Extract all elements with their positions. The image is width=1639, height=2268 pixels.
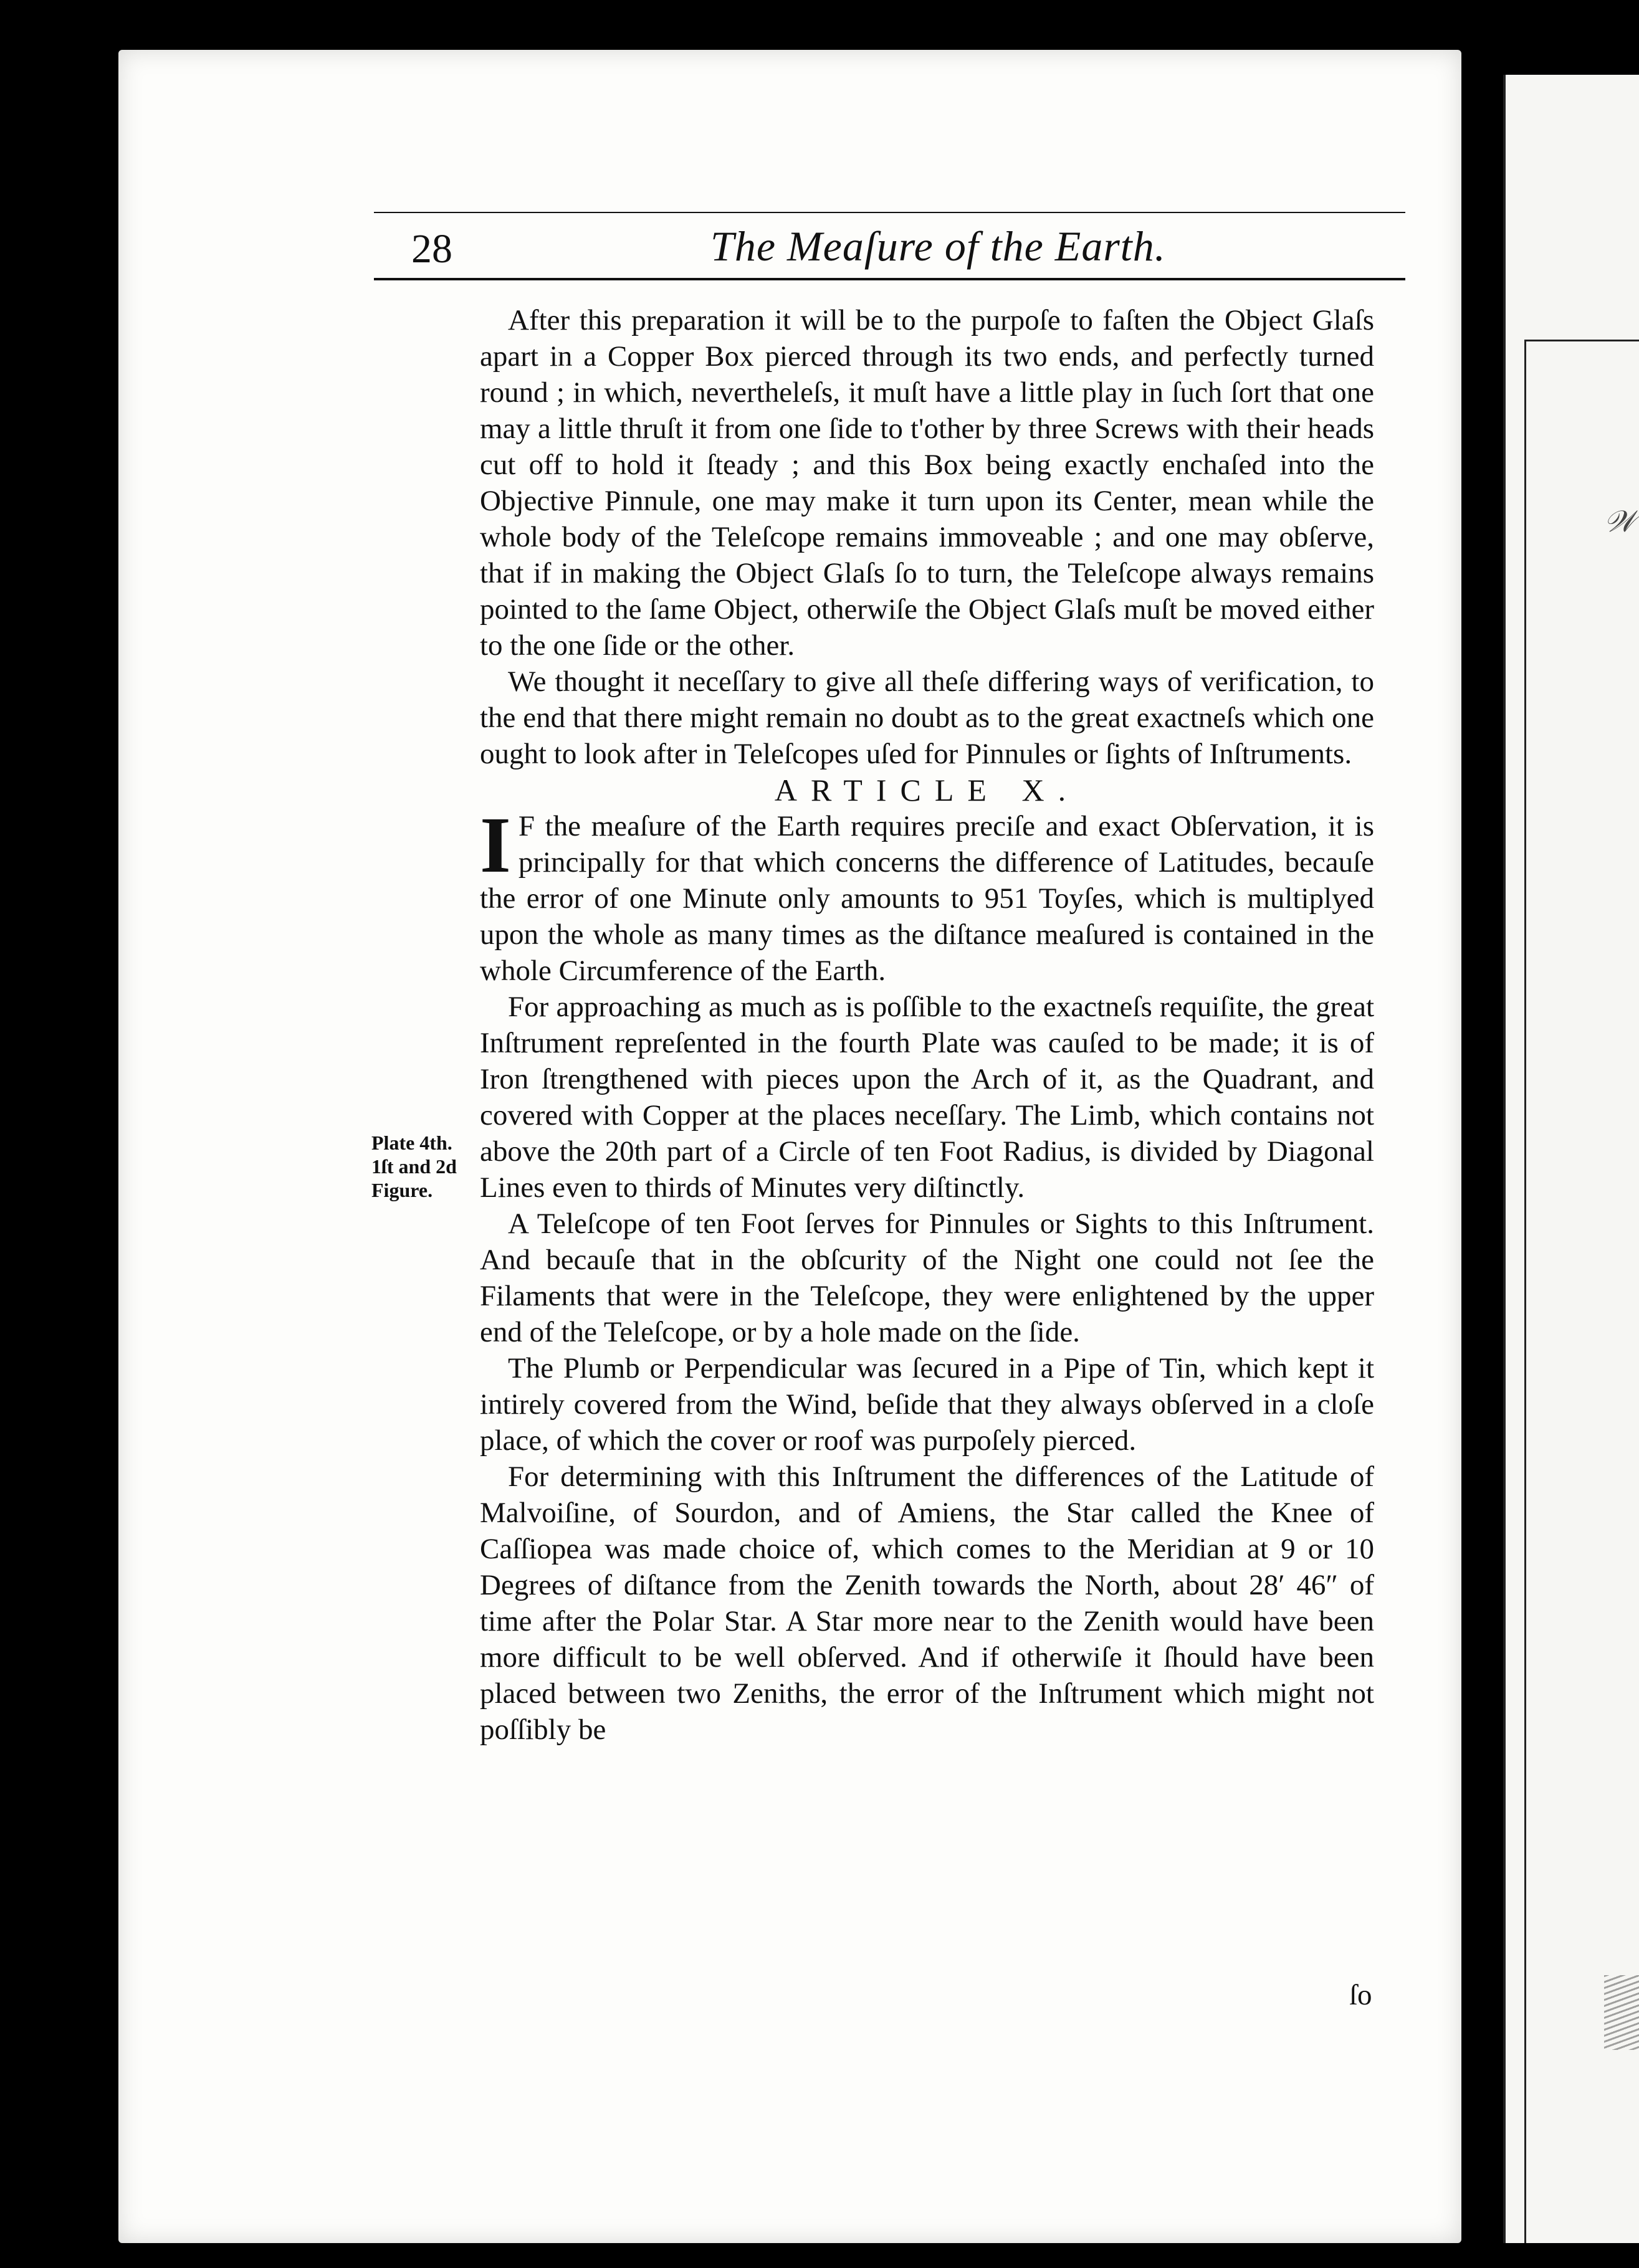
drop-cap: I bbox=[480, 801, 511, 889]
article-heading: ARTICLE X. bbox=[774, 773, 1080, 808]
text-body bbox=[480, 302, 1374, 1748]
head-rule-top bbox=[374, 212, 1405, 213]
margin-note-line: Plate 4th. bbox=[371, 1132, 452, 1154]
paragraph: For determining with this Inſtrument the differences of the Latitude of Malvoiſine, of Sourdon, and of Amiens, the Star called the Knee of Caſſiopea was made choice of, which comes to the Meridian at 9 or 10 Degrees of diſtance from the Zenith towards the North, about 28′ 46″ of time after the Polar Star. A Star more near to the Zenith would have been more difficult to be well obſerved. And if otherwiſe it ſhould have been placed between two Zeniths, the error of the Inſtrument which might not poſſibly be bbox=[480, 1460, 1374, 1746]
margin-note-line: Figure. bbox=[371, 1179, 433, 1201]
running-title: The Meaſure of the Earth. bbox=[710, 222, 1166, 270]
paragraph: We thought it neceſſary to give all theſe differing ways of verification, to the end that there might remain no doubt as to the great exactneſs which one ought to look after in Teleſcopes uſed for Pinnules or ſights of Inſtruments. bbox=[480, 665, 1374, 770]
facing-page-letter-fragment: 𝒲 bbox=[1603, 505, 1635, 538]
margin-note-line: 1ſt and 2d bbox=[371, 1155, 457, 1178]
catchword: ſo bbox=[1349, 1979, 1372, 2011]
margin-note bbox=[371, 1131, 477, 1202]
head-rule bbox=[374, 278, 1405, 280]
article-first-paragraph bbox=[480, 801, 1374, 989]
facing-page-edge bbox=[1503, 75, 1639, 2243]
facing-page-border bbox=[1524, 340, 1526, 2243]
paragraph: A Teleſcope of ten Foot ſerves for Pinnules or Sights to this Inſtrument. And becauſe that in the obſcurity of the Night one could not ſee the Filaments that were in the Teleſcope, they were enlightened by the upper end of the Teleſcope, or by a hole made on the ſide. bbox=[480, 1208, 1374, 1348]
paragraph: The Plumb or Perpendicular was ſecured in a Pipe of Tin, which kept it intirely covered from the Wind, beſide that they always obſerved in a cloſe place, of which the cover or roof was purpoſely pierced. bbox=[480, 1352, 1374, 1457]
facing-page-illustration-fragment bbox=[1604, 1975, 1639, 2050]
running-head bbox=[374, 212, 1405, 280]
page-number: 28 bbox=[411, 226, 452, 272]
paragraph: For approaching as much as is poſſible to the exactneſs requiſite, the great Inſtrument repreſented in the fourth Plate was cauſed to be made; it is of Iron ſtrengthened with pieces upon the Arch of it, as the Quadrant, and covered with Copper at the places neceſſary. The Limb, which contains not above the 20th part of a Circle of ten Foot Radius, is divided by Diagonal Lines even to thirds of Minutes very diſtinctly. bbox=[480, 991, 1374, 1204]
facing-page-rule bbox=[1524, 340, 1639, 341]
article-first-text: F the meaſure of the Earth requires preciſe and exact Obſervation, it is principally for that which concerns the difference of Latitudes, becauſe the error of one Minute only amounts to 951 Toyſes, which is multiplyed upon the whole as many times as the diſtance meaſured is contained in the whole Circumference of the Earth. bbox=[480, 810, 1374, 987]
paragraph: After this preparation it will be to the purpoſe to faſten the Object Glaſs apart in a Copper Box pierced through its two ends, and perfectly turned round ; in which, nevertheleſs, it muſt have a little play in ſuch ſort that one may a little thruſt it from one ſide to t'other by three Screws with their heads cut off to hold it ſteady ; and this Box being exactly enchaſed into the Objective Pinnule, one may make it turn upon its Center, mean while the whole body of the Teleſcope remains immoveable ; and one may obſerve, that if in making the Object Glaſs ſo to turn, the Teleſcope always remains pointed to the ſame Object, otherwiſe the Object Glaſs muſt be moved either to the one ſide or the other. bbox=[480, 304, 1374, 662]
